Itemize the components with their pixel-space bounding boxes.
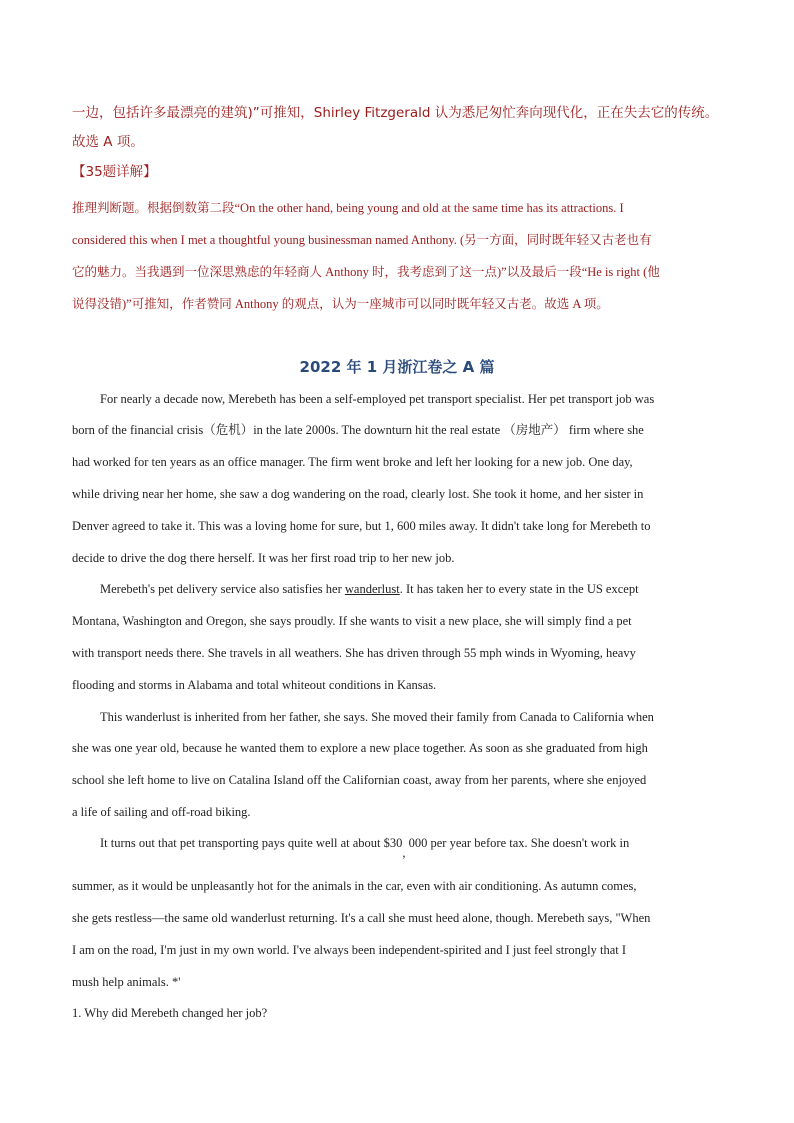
stray-comma: ,: [402, 846, 406, 860]
section-title: 2022 年 1 月浙江卷之 A 篇: [299, 358, 495, 376]
passage-line: flooding and storms in Alabama and total whiteout conditions in Kansas.: [72, 678, 437, 692]
passage-text: 000 per year before tax. She doesn't work in: [405, 836, 630, 850]
passage-line: Denver agreed to take it. This was a loving home for sure, but 1, 600 miles away. It didn't take long for Merebeth to: [72, 519, 651, 533]
passage-line: she was one year old, because he wanted them to explore a new place together. As soon as she graduated from high: [72, 741, 648, 755]
passage-line: born of the financial crisis（危机）in the late 2000s. The downturn hit the real estate （房地产） firm where she: [72, 423, 644, 437]
passage-line: a life of sailing and off-road biking.: [72, 805, 251, 819]
passage-text: . It has taken her to every state in the US except: [399, 582, 639, 596]
explanation-line-6: 说得没错)”可推知，作者赞同 Anthony 的观点，认为一座城市可以同时既年轻又古老。故选 A 项。: [72, 297, 609, 311]
passage-line: decide to drive the dog there herself. It was her first road trip to her new job.: [72, 551, 455, 565]
passage-line: I am on the road, I'm just in my own world. I've always been independent-spirited and I just feel strongly that I: [72, 943, 627, 957]
passage-line: school she left home to live on Catalina Island off the Californian coast, away from her parents, where she enjoyed: [72, 773, 647, 787]
passage-line: [100, 579, 722, 599]
passage-line: while driving near her home, she saw a dog wandering on the road, clearly lost. She took it home, and her sister in: [72, 487, 644, 501]
passage-line: This wanderlust is inherited from her father, she says. She moved their family from Canada to California when: [100, 710, 654, 724]
passage-line: she gets restless—the same old wanderlust returning. It's a call she must heed alone, though. Merebeth says, "When: [72, 911, 651, 925]
question-35-heading: 【35题详解】: [72, 164, 157, 180]
passage-text: It turns out that pet transporting pays quite well at about $30: [100, 836, 403, 850]
explanation-line-4: considered this when I met a thoughtful young businessman named Anthony. (另一方面，同时既年轻又古老也有: [72, 233, 652, 247]
passage-line: mush help animals. *': [72, 975, 181, 989]
passage-line: Montana, Washington and Oregon, she says proudly. If she wants to visit a new place, she will simply find a pet: [72, 614, 632, 628]
explanation-line-3: 推理判断题。根据倒数第二段“On the other hand, being young and old at the same time has its attractions. I: [72, 201, 624, 215]
explanation-line-2: 故选 A 项。: [72, 134, 144, 150]
passage-text: Merebeth's pet delivery service also satisfies her: [100, 582, 345, 596]
underlined-word: wanderlust: [344, 582, 400, 596]
passage-line: with transport needs there. She travels in all weathers. She has driven through 55 mph winds in Wyoming, heavy: [72, 646, 636, 660]
passage-line: summer, as it would be unpleasantly hot for the animals in the car, even with air conditioning. As autumn comes,: [72, 879, 637, 893]
passage-line: had worked for ten years as an office manager. The firm went broke and left her looking for a new job. One day,: [72, 455, 633, 469]
passage-line: For nearly a decade now, Merebeth has been a self-employed pet transport specialist. Her pet transport job was: [100, 392, 655, 406]
question-1: 1. Why did Merebeth changed her job?: [72, 1006, 268, 1020]
explanation-line-1: 一边，包括许多最漂亮的建筑)”可推知，Shirley Fitzgerald 认为悉尼匆忙奔向现代化，正在失去它的传统。: [72, 105, 719, 121]
passage-line: [100, 833, 722, 860]
explanation-line-5: 它的魅力。当我遇到一位深思熟虑的年轻商人 Anthony 时，我考虑到了这一点)”以及最后一段“He is right (他: [72, 265, 660, 279]
